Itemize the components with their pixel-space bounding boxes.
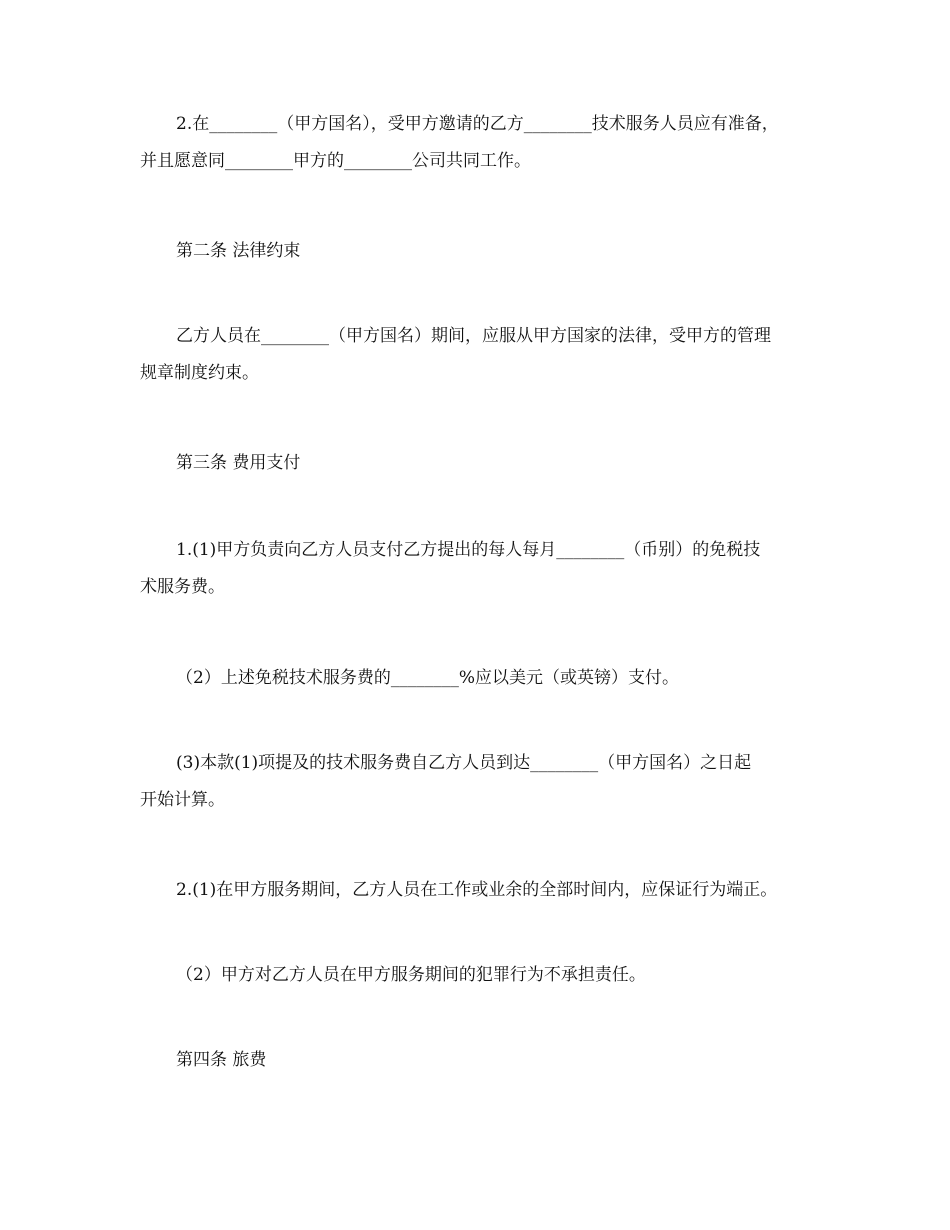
text-line: 1.(1)甲方负责向乙方人员支付乙方提出的每人每月________（币别）的免税技 [176, 540, 761, 560]
text-line: 规章制度约束。 [140, 363, 259, 383]
paragraph-fee-item1-3 [140, 745, 830, 819]
text-line: 2.在________（甲方国名），受甲方邀请的乙方________技术服务人员应有准备， [176, 114, 779, 134]
paragraph-fee-item1-1 [140, 532, 830, 606]
heading-article-3 [140, 445, 830, 482]
paragraph-fee-item1-2 [140, 660, 830, 697]
text-line: 并且愿意同________甲方的________公司共同工作。 [140, 151, 531, 171]
section-heading: 第三条 费用支付 [176, 453, 301, 473]
section-heading: 第四条 旅费 [176, 1050, 267, 1070]
paragraph-clause1-item2 [140, 106, 830, 180]
text-line: 术服务费。 [140, 577, 225, 597]
paragraph-fee-item2-2 [140, 957, 830, 994]
heading-article-4 [140, 1042, 830, 1079]
text-line: 2.(1)在甲方服务期间，乙方人员在工作或业余的全部时间内，应保证行为端正。 [176, 880, 778, 900]
paragraph-fee-item2-1 [140, 872, 830, 909]
text-line: 开始计算。 [140, 790, 225, 810]
paragraph-legal-constraints [140, 318, 830, 392]
text-line: 乙方人员在________（甲方国名）期间，应服从甲方国家的法律，受甲方的管理 [176, 326, 771, 346]
section-heading: 第二条 法律约束 [176, 241, 301, 261]
heading-article-2 [140, 233, 830, 270]
text-line: (3)本款(1)项提及的技术服务费自乙方人员到达________（甲方国名）之日起 [176, 753, 752, 773]
text-line: （2）甲方对乙方人员在甲方服务期间的犯罪行为不承担责任。 [176, 965, 646, 985]
text-line: （2）上述免税技术服务费的________%应以美元（或英镑）支付。 [176, 668, 679, 688]
